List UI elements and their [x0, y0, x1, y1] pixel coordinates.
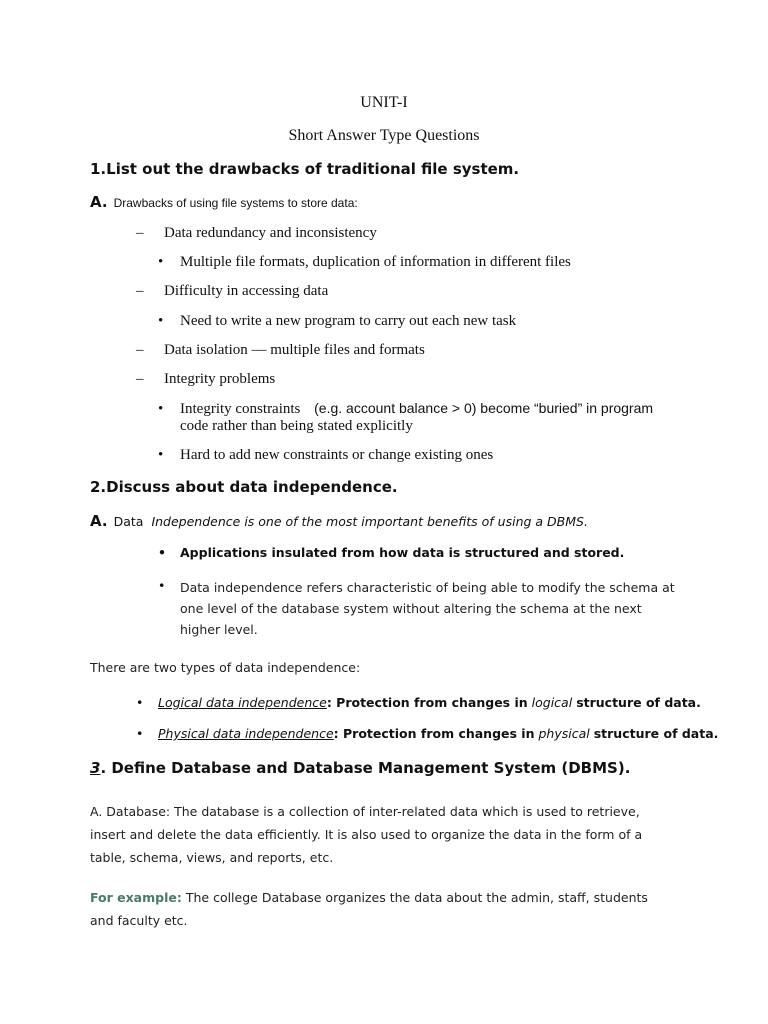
list-item: • Applications insulated from how data is structured and stored. — [158, 545, 625, 560]
q1-answer-intro: Drawbacks of using file systems to store data: — [113, 196, 358, 210]
question-2: 2.Discuss about data independence. — [90, 478, 398, 496]
list-item: – Data redundancy and inconsistency — [136, 225, 377, 241]
q3-answer-line: insert and delete the data efficiently. It is also used to organize the data in the form of a — [90, 827, 643, 842]
list-item-text: one level of the database system without altering the schema at the next — [180, 601, 642, 616]
example-line: and faculty etc. — [90, 913, 188, 928]
list-item: • Need to write a new program to carry out each new task — [158, 313, 517, 329]
example-line: For example: The college Database organizes the data about the admin, staff, students — [90, 890, 648, 905]
q3-answer-line: table, schema, views, and reports, etc. — [90, 850, 334, 865]
list-item-continuation: code rather than being stated explicitly — [180, 418, 413, 434]
list-item: – Difficulty in accessing data — [136, 283, 329, 299]
q3-answer-line: A. Database: The database is a collection of inter-related data which is used to retrieve, — [90, 804, 640, 819]
example-inline: (e.g. account balance > 0) become “buried” in program — [314, 400, 654, 416]
list-item: • Logical data independence: Protection from changes in logical structure of data. — [136, 695, 701, 710]
list-item: • Multiple file formats, duplication of information in different files — [158, 254, 571, 270]
unit-heading: UNIT-I — [360, 94, 408, 111]
list-item: • Integrity constraints (e.g. account balance > 0) become “buried” in program — [158, 400, 654, 417]
list-item: – Data isolation — multiple files and formats — [136, 342, 425, 358]
question-number: 3 — [90, 759, 101, 777]
list-item: • Hard to add new constraints or change existing ones — [158, 447, 494, 463]
q1-answer-line — [90, 193, 358, 212]
list-item: • Physical data independence: Protection from changes in physical structure of data. — [136, 726, 719, 741]
list-item: • — [158, 578, 166, 593]
answer-marker: A. — [90, 512, 108, 530]
term-physical: Physical data independence — [158, 726, 334, 741]
section-subtitle: Short Answer Type Questions — [288, 127, 480, 144]
answer-marker: A. — [90, 193, 108, 211]
list-item-text: Data independence refers characteristic of being able to modify the schema at — [180, 580, 675, 595]
term-logical: Logical data independence — [158, 695, 327, 710]
q2-answer-intro: Independence is one of the most important benefits of using a DBMS. — [151, 514, 588, 529]
example-label: For example: — [90, 890, 182, 905]
question-1: 1.List out the drawbacks of traditional file system. — [90, 160, 520, 178]
q2-answer-line: A. Data Independence is one of the most important benefits of using a DBMS. — [90, 512, 588, 530]
question-3: 3. Define Database and Database Management System (DBMS). — [90, 759, 631, 777]
list-item-text: higher level. — [180, 622, 258, 637]
list-item: – Integrity problems — [136, 371, 276, 387]
types-intro: There are two types of data independence: — [90, 660, 361, 675]
